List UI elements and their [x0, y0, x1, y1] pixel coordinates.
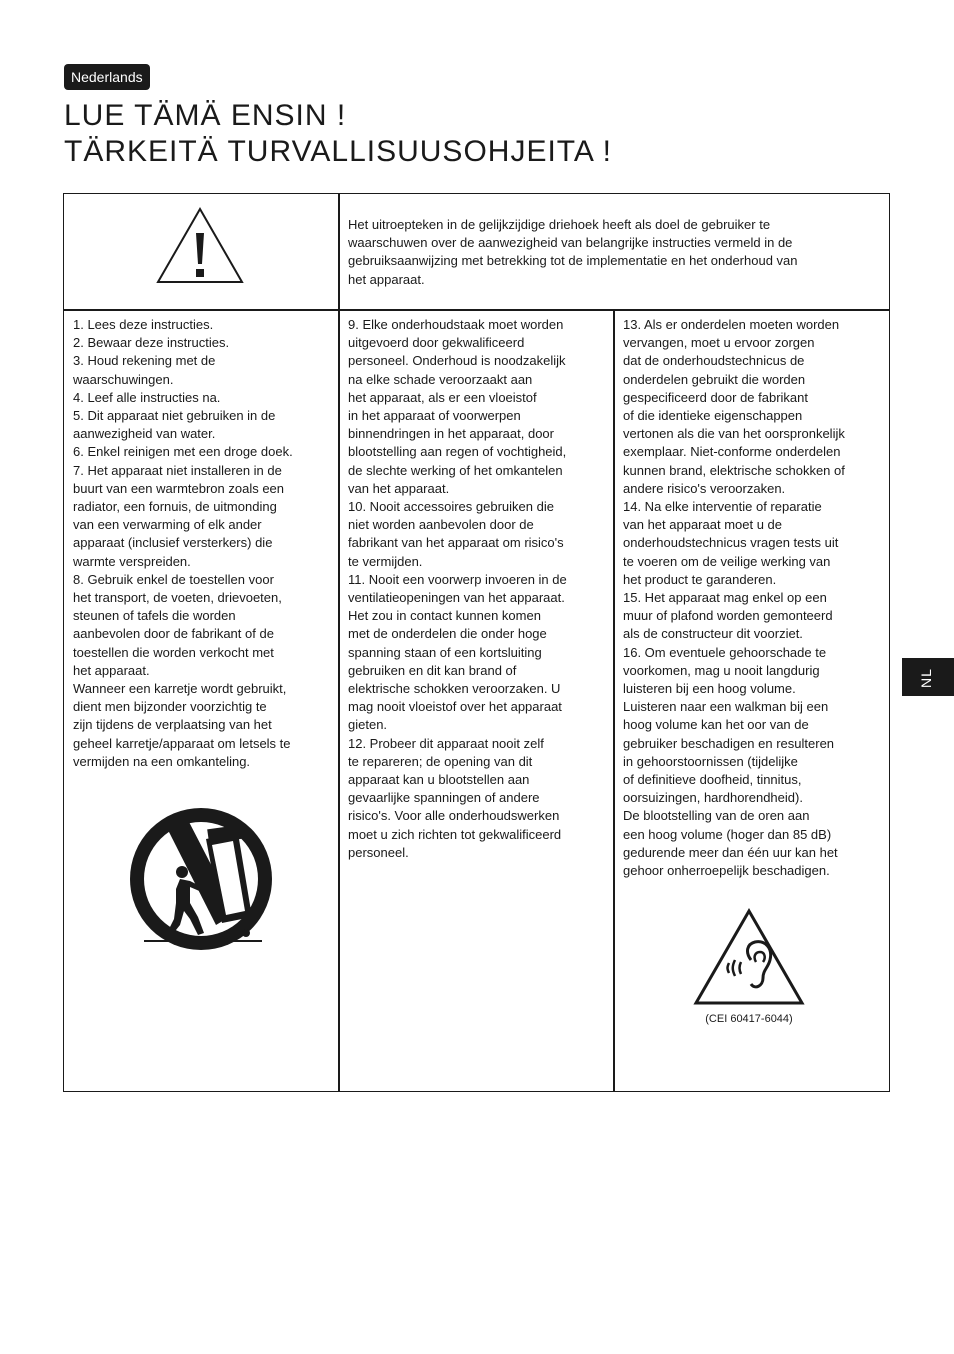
- text-line: 16. Om eventuele gehoorschade te: [623, 644, 827, 660]
- text-line: gebruiken en dit kan brand of: [348, 662, 517, 678]
- text-line: aanwezigheid van water.: [73, 426, 216, 442]
- text-line: spanning staan of een kortsluiting: [348, 644, 542, 660]
- text-line: steunen of tafels die worden: [73, 608, 236, 624]
- text-line: apparaat kan u blootstellen aan: [348, 772, 530, 788]
- warning-triangle-icon: [155, 206, 245, 286]
- intro-line: Het uitroepteken in de gelijkzijdige driehoek heeft als doel de gebruiker te: [348, 217, 771, 232]
- text-line: Het zou in contact kunnen komen: [348, 608, 541, 624]
- text-line: 4. Leef alle instructies na.: [73, 389, 221, 405]
- language-badge: Nederlands: [64, 64, 150, 90]
- intro-line: gebruiksaanwijzing met betrekking tot de implementatie en het onderhoud van: [348, 253, 798, 269]
- language-side-tab: [902, 658, 954, 696]
- text-line: dat de onderhoudstechnicus de: [623, 353, 805, 369]
- text-line: onderdelen gebruikt die worden: [623, 371, 806, 387]
- text-line: of definitieve doofheid, tinnitus,: [623, 772, 802, 788]
- text-line: vermijden na een omkanteling.: [73, 753, 251, 769]
- text-line: het product te garanderen.: [623, 571, 777, 587]
- intro-line: het apparaat.: [348, 271, 425, 287]
- text-line: van het apparaat.: [348, 480, 450, 496]
- text-line: te repareren; de opening van dit: [348, 753, 533, 769]
- text-line: 6. Enkel reinigen met een droge doek.: [73, 444, 293, 460]
- text-line: buurt van een warmtebron zoals een: [73, 480, 285, 496]
- text-line: 9. Elke onderhoudstaak moet worden: [348, 317, 564, 332]
- text-line: 5. Dit apparaat niet gebruiken in de: [73, 408, 276, 424]
- text-line: gespecificeerd door de fabrikant: [623, 389, 809, 405]
- text-line: het apparaat.: [73, 662, 150, 678]
- text-line: risico's. Voor alle onderhoudswerken: [348, 808, 560, 824]
- text-line: mag nooit vloeistof over het apparaat: [348, 699, 562, 715]
- text-line: moet u zich richten tot gekwalificeerd: [348, 826, 562, 842]
- ear-icon-caption: (CEI 60417-6044): [705, 1013, 793, 1025]
- text-line: gieten.: [348, 717, 388, 733]
- intro-line: waarschuwen over de aanwezigheid van belangrijke instructies vermeld in de: [348, 235, 793, 251]
- text-line: als de constructeur dit voorziet.: [623, 626, 803, 642]
- text-line: te voeren om de veilige werking van: [623, 553, 831, 569]
- text-line: het transport, de voeten, drievoeten,: [73, 590, 282, 606]
- text-line: gebruiker beschadigen en resulteren: [623, 735, 835, 751]
- text-line: 15. Het apparaat mag enkel op een: [623, 590, 827, 606]
- text-line: 12. Probeer dit apparaat nooit zelf: [348, 735, 544, 751]
- text-line: na elke schade veroorzaakt aan: [348, 371, 533, 387]
- cart-tip-over-icon: [128, 805, 278, 955]
- text-line: 2. Bewaar deze instructies.: [73, 335, 230, 351]
- text-line: binnendringen in het apparaat, door: [348, 426, 554, 442]
- text-line: ventilatieopeningen van het apparaat.: [348, 590, 565, 606]
- title-line-2: TÄRKEITÄ TURVALLISUUSOHJEITA !: [64, 135, 612, 168]
- text-line: te vermijden.: [348, 553, 423, 569]
- text-line: apparaat (inclusief versterkers) die: [73, 535, 273, 551]
- text-line: hoog volume kan het oor van de: [623, 717, 809, 733]
- table-divider: [613, 310, 615, 1092]
- text-line: niet worden aanbevolen door de: [348, 517, 534, 533]
- text-line: de slechte werking of het omkantelen: [348, 462, 563, 478]
- page-title: [64, 98, 612, 170]
- text-line: 11. Nooit een voorwerp invoeren in de: [348, 571, 567, 587]
- text-line: 14. Na elke interventie of reparatie: [623, 499, 822, 515]
- text-line: 7. Het apparaat niet installeren in de: [73, 462, 282, 478]
- text-line: luisteren bij een hoog volume.: [623, 681, 796, 697]
- instructions-column-3: [623, 316, 883, 880]
- text-line: kunnen brand, elektrische schokken of: [623, 462, 845, 478]
- text-line: oorsuizingen, hardhorendheid).: [623, 790, 803, 806]
- text-line: in het apparaat of voorwerpen: [348, 408, 521, 424]
- text-line: het apparaat, als er een vloeistof: [348, 389, 537, 405]
- text-line: 1. Lees deze instructies.: [73, 317, 214, 332]
- text-line: 3. Houd rekening met de: [73, 353, 216, 369]
- text-line: radiator, een fornuis, de uitmonding: [73, 499, 277, 515]
- text-line: voorkomen, mag u nooit langdurig: [623, 662, 820, 678]
- text-line: Wanneer een karretje wordt gebruikt,: [73, 681, 287, 697]
- text-line: gedurende meer dan één uur kan het: [623, 844, 838, 860]
- hearing-damage-icon: [693, 908, 805, 1006]
- text-line: personeel. Onderhoud is noodzakelijk: [348, 353, 566, 369]
- text-line: in gehoorstoornissen (tijdelijke: [623, 753, 798, 769]
- text-line: exemplaar. Niet-conforme onderdelen: [623, 444, 841, 460]
- instructions-column-1: [73, 316, 333, 771]
- text-line: waarschuwingen.: [73, 371, 174, 387]
- text-line: van het apparaat moet u de: [623, 517, 783, 533]
- text-line: geheel karretje/apparaat om letsels te: [73, 735, 291, 751]
- instructions-column-2: [348, 316, 606, 862]
- side-tab-label: NL: [918, 668, 934, 688]
- text-line: 8. Gebruik enkel de toestellen voor: [73, 571, 274, 587]
- text-line: met de onderdelen die onder hoge: [348, 626, 547, 642]
- text-line: zijn tijdens de verplaatsing van het: [73, 717, 272, 733]
- text-line: onderhoudstechnicus vragen tests uit: [623, 535, 839, 551]
- intro-text: [348, 216, 880, 289]
- text-line: muur of plafond worden gemonteerd: [623, 608, 833, 624]
- text-line: vertonen als die van het oorspronkelijk: [623, 426, 845, 442]
- title-line-1: LUE TÄMÄ ENSIN !: [64, 99, 347, 132]
- text-line: vervangen, moet u ervoor zorgen: [623, 335, 815, 351]
- text-line: 10. Nooit accessoires gebruiken die: [348, 499, 554, 515]
- text-line: 13. Als er onderdelen moeten worden: [623, 317, 840, 332]
- text-line: aanbevolen door de fabrikant of de: [73, 626, 274, 642]
- table-divider: [338, 193, 340, 1092]
- text-line: personeel.: [348, 844, 409, 860]
- text-line: warmte verspreiden.: [73, 553, 191, 569]
- text-line: fabrikant van het apparaat om risico's: [348, 535, 564, 551]
- table-divider: [63, 309, 890, 311]
- text-line: toestellen die worden verkocht met: [73, 644, 274, 660]
- text-line: van een verwarming of elk ander: [73, 517, 262, 533]
- text-line: andere risico's veroorzaken.: [623, 480, 786, 496]
- text-line: De blootstelling van de oren aan: [623, 808, 810, 824]
- text-line: uitgevoerd door gekwalificeerd: [348, 335, 525, 351]
- text-line: of die identieke eigenschappen: [623, 408, 803, 424]
- text-line: blootstelling aan regen of vochtigheid,: [348, 444, 567, 460]
- text-line: gevaarlijke spanningen of andere: [348, 790, 540, 806]
- text-line: dient men bijzonder voorzichtig te: [73, 699, 267, 715]
- text-line: elektrische schokken veroorzaken. U: [348, 681, 561, 697]
- text-line: Luisteren naar een walkman bij een: [623, 699, 829, 715]
- text-line: gehoor onherroepelijk beschadigen.: [623, 863, 830, 879]
- text-line: een hoog volume (hoger dan 85 dB): [623, 826, 832, 842]
